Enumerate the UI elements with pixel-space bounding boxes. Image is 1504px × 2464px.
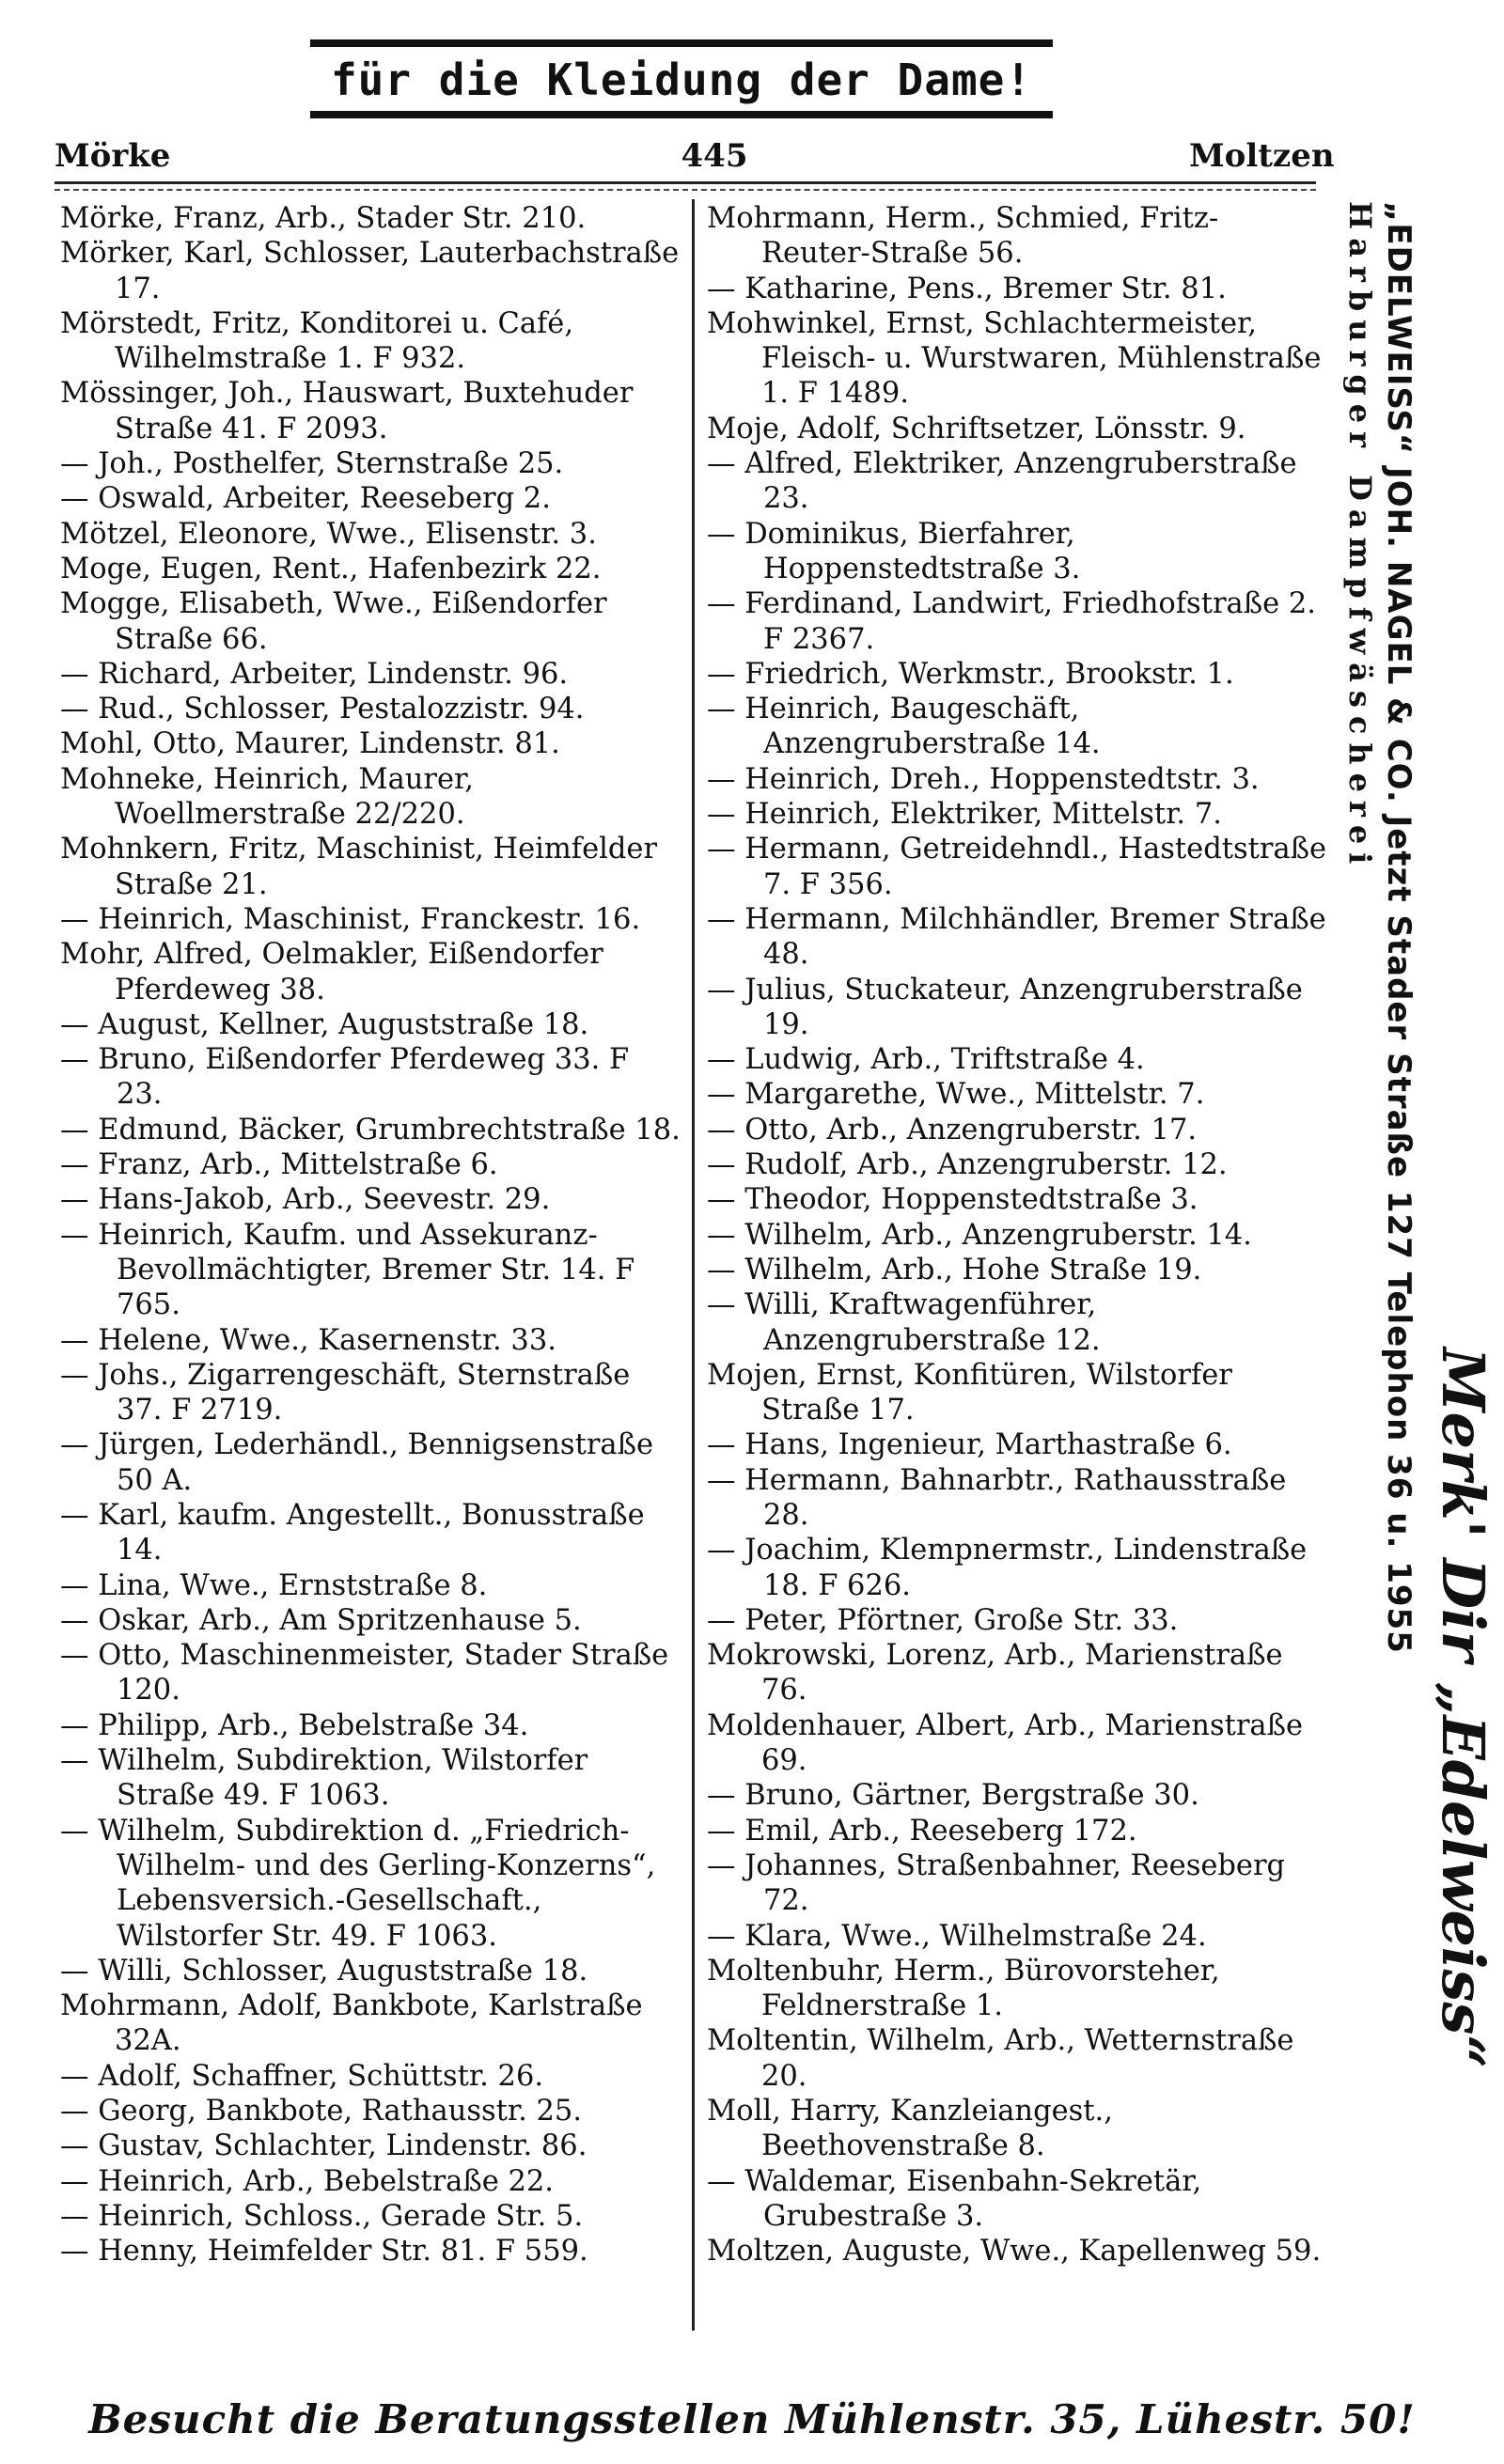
- directory-entry: Mohwinkel, Ernst, Schlachtermeister, Fleisch- u. Wurstwaren, Mühlenstraße 1. F 1489.: [707, 306, 1322, 411]
- directory-entry: Moge, Eugen, Rent., Hafenbezirk 22.: [60, 552, 602, 585]
- directory-entry: Mokrowski, Lorenz, Arb., Marienstraße 76.: [707, 1639, 1283, 1708]
- directory-entry: — Willi, Kraftwagenführer, Anzengruberstraße 12.: [707, 1288, 1101, 1357]
- directory-entry: — Friedrich, Werkmstr., Brookstr. 1.: [707, 657, 1234, 691]
- side-ad-script: Merk' Dir „Edelweiss“: [1429, 1348, 1497, 2068]
- directory-entry: — Julius, Stuckateur, Anzengruberstraße 19.: [707, 973, 1303, 1041]
- directory-entry: — Hermann, Getreidehndl., Hastedtstraße 7. F 356.: [707, 833, 1327, 901]
- page-number: 445: [681, 137, 748, 175]
- directory-entry: Mörstedt, Fritz, Konditorei u. Café, Wilhelmstraße 1. F 932.: [60, 306, 574, 376]
- directory-entry: — Otto, Maschinenmeister, Stader Straße 120.: [60, 1639, 669, 1708]
- directory-entry: — Joh., Posthelfer, Sternstraße 25.: [60, 447, 564, 481]
- directory-entry: — Hans-Jakob, Arb., Seevestr. 29.: [60, 1183, 551, 1217]
- directory-entry: Moll, Harry, Kanzleiangest., Beethovenstraße 8.: [707, 2095, 1113, 2163]
- directory-entry: — Helene, Wwe., Kasernenstr. 33.: [60, 1323, 556, 1357]
- banner-text: für die Kleidung der Dame!: [330, 55, 1033, 105]
- directory-entry: — Theodor, Hoppenstedtstraße 3.: [707, 1183, 1198, 1217]
- directory-entry: — Oskar, Arb., Am Spritzenhause 5.: [60, 1603, 582, 1637]
- directory-entry: Mössinger, Joh., Hauswart, Buxtehuder Straße 41. F 2093.: [60, 377, 634, 445]
- directory-entry: — Katharine, Pens., Bremer Str. 81.: [707, 272, 1227, 305]
- side-ad-line1: Harburger Dampfwäscherei: [1342, 201, 1378, 873]
- side-ad-line3-text: Telephon 36 u. 1955: [1380, 1271, 1418, 1654]
- directory-entry: — Rud., Schlosser, Pestalozzistr. 94.: [60, 693, 585, 726]
- directory-entry: — Adolf, Schaffner, Schüttstr. 26.: [60, 2059, 544, 2093]
- directory-entry: Mohnkern, Fritz, Maschinist, Heimfelder Straße 21.: [60, 833, 658, 901]
- directory-entry: — Heinrich, Kaufm. und Assekuranz-Bevollmächtigter, Bremer Str. 14. F 765.: [60, 1218, 635, 1322]
- directory-entry: — Georg, Bankbote, Rathausstr. 25.: [60, 2095, 583, 2129]
- directory-entry: — Margarethe, Wwe., Mittelstr. 7.: [707, 1078, 1205, 1112]
- directory-entry: — Willi, Schlosser, Auguststraße 18.: [60, 1954, 588, 1988]
- banner-bottom-rule: [310, 111, 1053, 118]
- directory-entry: Mohr, Alfred, Oelmakler, Eißendorfer Pferdeweg 38.: [60, 938, 603, 1006]
- directory-entry: Mörke, Franz, Arb., Stader Str. 210.: [60, 202, 587, 235]
- directory-entry: Mötzel, Eleonore, Wwe., Elisenstr. 3.: [60, 517, 597, 551]
- running-head-right: Moltzen: [1189, 137, 1335, 175]
- directory-entry: — Heinrich, Elektriker, Mittelstr. 7.: [707, 798, 1222, 832]
- directory-entry: — Johs., Zigarrengeschäft, Sternstraße 37. F 2719.: [60, 1358, 631, 1427]
- header-rule-dashed: [55, 189, 1316, 191]
- directory-entry: — Bruno, Eißendorfer Pferdeweg 33. F 23.: [60, 1043, 630, 1112]
- directory-entry: — Heinrich, Arb., Bebelstraße 22.: [60, 2164, 554, 2198]
- directory-entry: — Waldemar, Eisenbahn-Sekretär, Grubestraße 3.: [707, 2164, 1202, 2233]
- directory-entry: — Gustav, Schlachter, Lindenstr. 86.: [60, 2129, 588, 2163]
- directory-entry: — Wilhelm, Arb., Anzengruberstr. 14.: [707, 1218, 1252, 1252]
- header-rule: [55, 181, 1316, 184]
- directory-entry: — Otto, Arb., Anzengruberstr. 17.: [707, 1113, 1198, 1146]
- directory-entry: Mohrmann, Adolf, Bankbote, Karlstraße 32A.: [60, 1989, 643, 2058]
- directory-entry: — Karl, kaufm. Angestellt., Bonusstraße 14.: [60, 1498, 645, 1567]
- directory-entry: — Ferdinand, Landwirt, Friedhofstraße 2. F 2367.: [707, 587, 1316, 656]
- left-column: [60, 201, 681, 2269]
- directory-entry: Moltzen, Auguste, Wwe., Kapellenweg 59.: [707, 2235, 1322, 2269]
- directory-entry: — August, Kellner, Auguststraße 18.: [60, 1007, 589, 1041]
- running-head-left: Mörke: [55, 137, 171, 175]
- directory-entry: — Jürgen, Lederhändl., Bennigsenstraße 50 A.: [60, 1428, 654, 1497]
- directory-entry: — Peter, Pförtner, Große Str. 33.: [707, 1603, 1179, 1637]
- directory-entry: Mörker, Karl, Schlosser, Lauterbachstraße 17.: [60, 237, 680, 305]
- directory-entry: Moldenhauer, Albert, Arb., Marienstraße 69.: [707, 1708, 1304, 1778]
- directory-entry: — Wilhelm, Subdirektion, Wilstorfer Straße 49. F 1063.: [60, 1744, 588, 1813]
- directory-entry: — Alfred, Elektriker, Anzengruberstraße 23.: [707, 447, 1297, 516]
- directory-entry: Mohneke, Heinrich, Maurer, Woellmerstraße 22/220.: [60, 762, 474, 832]
- directory-entry: Mogge, Elisabeth, Wwe., Eißendorfer Straße 66.: [60, 587, 607, 656]
- directory-entry: — Wilhelm, Subdirektion d. „Friedrich-Wilhelm- und des Gerling-Konzerns“, Lebensversich.-Gesellschaft., Wilstorfer Str. 49. F 1063.: [60, 1814, 656, 1953]
- directory-entry: — Hermann, Bahnarbtr., Rathausstraße 28.: [707, 1463, 1287, 1532]
- directory-entry: — Emil, Arb., Reeseberg 172.: [707, 1814, 1137, 1848]
- directory-entry: Moje, Adolf, Schriftsetzer, Lönsstr. 9.: [707, 412, 1246, 445]
- directory-entry: — Johannes, Straßenbahner, Reeseberg 72.: [707, 1848, 1286, 1918]
- directory-entry: — Bruno, Gärtner, Bergstraße 30.: [707, 1779, 1199, 1813]
- directory-entry: — Philipp, Arb., Bebelstraße 34.: [60, 1708, 529, 1742]
- directory-entry: — Lina, Wwe., Ernststraße 8.: [60, 1568, 488, 1602]
- directory-entry: — Wilhelm, Arb., Hohe Straße 19.: [707, 1253, 1202, 1287]
- directory-entry: — Richard, Arbeiter, Lindenstr. 96.: [60, 657, 569, 691]
- directory-entry: — Hans, Ingenieur, Marthastraße 6.: [707, 1428, 1232, 1462]
- directory-entry: — Heinrich, Maschinist, Franckestr. 16.: [60, 902, 641, 936]
- footer-slogan: Besucht die Beratungsstellen Mühlenstr. 35, Lühestr. 50!: [88, 2396, 1416, 2442]
- directory-entry: — Edmund, Bäcker, Grumbrechtstraße 18.: [60, 1113, 681, 1146]
- directory-entry: Moltentin, Wilhelm, Arb., Wetternstraße 20.: [707, 2024, 1294, 2093]
- directory-entry: — Rudolf, Arb., Anzengruberstr. 12.: [707, 1148, 1228, 1182]
- directory-entry: — Heinrich, Schloss., Gerade Str. 5.: [60, 2199, 584, 2233]
- directory-entry: — Heinrich, Baugeschäft, Anzengruberstraße 14.: [707, 693, 1101, 761]
- directory-entry: Mohl, Otto, Maurer, Lindenstr. 81.: [60, 727, 560, 761]
- side-ad-line2-text: „EDELWEISS“ JOH. NAGEL & CO. Jetzt Stader Straße 127: [1380, 201, 1418, 1260]
- directory-entry: — Franz, Arb., Mittelstraße 6.: [60, 1148, 498, 1182]
- directory-entry: — Ludwig, Arb., Triftstraße 4.: [707, 1043, 1145, 1077]
- side-advertisement: [1335, 201, 1495, 2363]
- column-divider: [692, 199, 695, 2331]
- directory-entry: — Joachim, Klempnermstr., Lindenstraße 18. F 626.: [707, 1534, 1308, 1602]
- directory-entry: — Klara, Wwe., Wilhelmstraße 24.: [707, 1919, 1207, 1953]
- directory-entry: — Heinrich, Dreh., Hoppenstedtstr. 3.: [707, 762, 1260, 796]
- directory-entry: — Henny, Heimfelder Str. 81. F 559.: [60, 2235, 588, 2269]
- side-ad-line2: [1380, 201, 1418, 1654]
- right-column: [707, 201, 1327, 2269]
- directory-entry: Mohrmann, Herm., Schmied, Fritz-Reuter-Straße 56.: [707, 202, 1219, 271]
- banner-top-rule: [310, 39, 1053, 47]
- directory-entry: Moltenbuhr, Herm., Bürovorsteher, Feldnerstraße 1.: [707, 1954, 1220, 2023]
- directory-entry: — Dominikus, Bierfahrer, Hoppenstedtstraße 3.: [707, 517, 1081, 585]
- directory-entry: — Oswald, Arbeiter, Reeseberg 2.: [60, 482, 551, 516]
- directory-entry: — Hermann, Milchhändler, Bremer Straße 48.: [707, 902, 1326, 972]
- directory-entry: Mojen, Ernst, Konfitüren, Wilstorfer Straße 17.: [707, 1358, 1232, 1427]
